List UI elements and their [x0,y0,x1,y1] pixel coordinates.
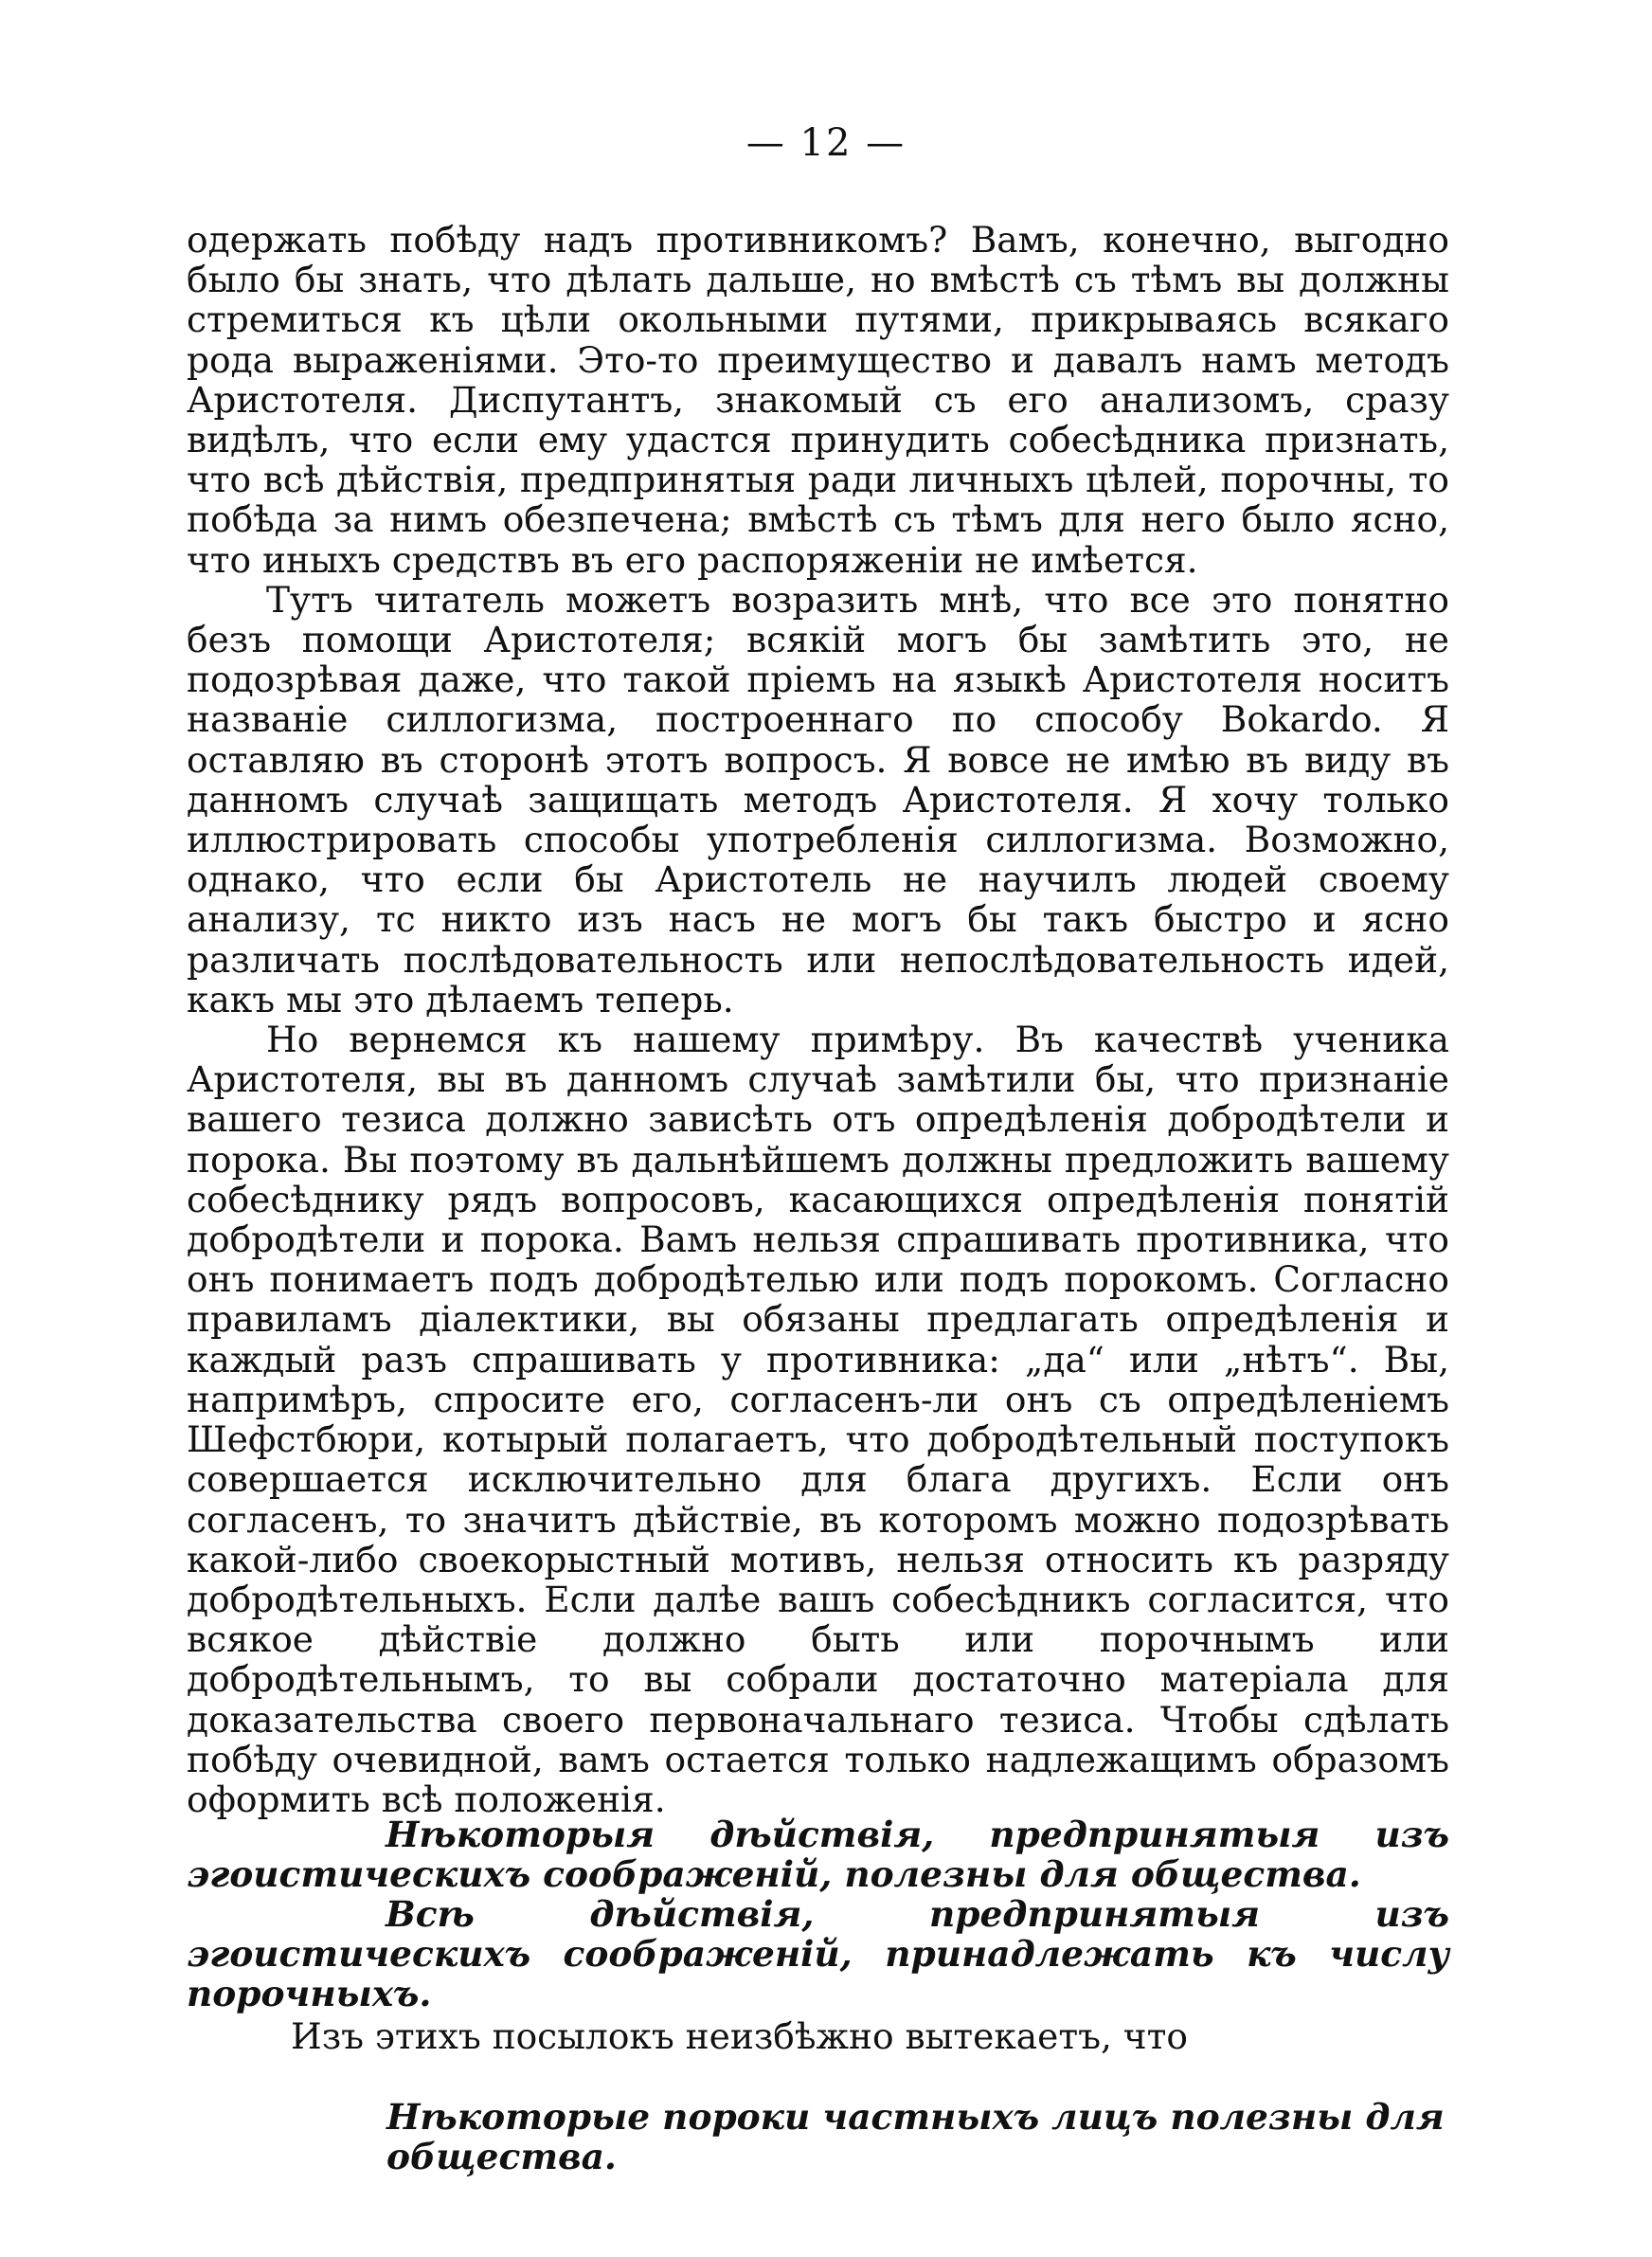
conclusion-intro: Изъ этихъ посылокъ неизбѣжно вытекаетъ, что [291,2015,1188,2057]
syllogism-conclusion: Нѣкоторые пороки частныхъ лицъ полезны для общества. [386,2096,1445,2177]
major-premise: Нѣкоторыя дѣйствія, предпринятыя изъ эгоистическихъ соображеній, полезны для общества. [187,1814,1449,1895]
paragraph: Но вернемся къ нашему примѣру. Въ качествѣ ученика Аристотеля, вы въ данномъ случаѣ замѣтили бы, что признаніе вашего тезиса должно зависѣть отъ опредѣленія добродѣтели и порока. Вы поэтому въ дальнѣйшемъ должны предложить вашему собесѣднику рядъ вопросовъ, касающихся опредѣленія понятій добродѣтели и порока. Вамъ нельзя спрашивать противника, что онъ понимаетъ подъ добродѣтелью или подъ порокомъ. Согласно правиламъ діалектики, вы обязаны предлагать опредѣленія и каждый разъ спрашивать у противника: „да“ или „нѣтъ“. Вы, напримѣръ, спросите его, согласенъ-ли онъ съ опредѣленіемъ Шефстбюри, котырый полагаетъ, что добродѣтельный поступокъ совершается исключительно для блага другихъ. Если онъ согласенъ, то значитъ дѣйствіе, въ которомъ можно подозрѣвать какой-либо своекорыстный мотивъ, нельзя относить къ разряду добродѣтельныхъ. Если далѣе вашъ собесѣдникъ согласится, что всякое дѣйствіе должно быть или порочнымъ или добродѣтельнымъ, то вы собрали достаточно матеріала для доказательства своего первоначальнаго тезиса. Чтобы сдѣлать побѣду очевидной, вамъ остается только надлежащимъ образомъ оформить всѣ положенія. [187,1019,1449,1820]
syllogism-premises [187,1815,1449,2013]
page-number: — 12 — [745,121,907,165]
paragraph: одержать побѣду надъ противникомъ? Вамъ, конечно, выгодно было бы знать, что дѣлать дальше, но вмѣстѣ съ тѣмъ вы должны стремиться къ цѣли окольными путями, прикрываясь всякаго рода выраженіями. Это-то преимущество и давалъ намъ методъ Аристотеля. Диспутантъ, знакомый съ его анализомъ, сразу видѣлъ, что если ему удастся принудить собесѣдника признать, что всѣ дѣйствія, предпринятыя ради личныхъ цѣлей, порочны, то побѣда за нимъ обезпечена; вмѣстѣ съ тѣмъ для него было ясно, что иныхъ средствъ въ его распоряженіи не имѣется. [187,219,1449,581]
body-text [187,220,1449,1819]
paragraph: Тутъ читатель можетъ возразить мнѣ, что все это понятно безъ помощи Аристотеля; всякій могъ бы замѣтить это, не подозрѣвая даже, что такой пріемъ на языкѣ Аристотеля носитъ названіе силлогизма, построеннаго по способу Bokardo. Я оставляю въ сторонѣ этотъ вопросъ. Я вовсе не имѣю въ виду въ данномъ случаѣ защищать методъ Аристотеля. Я хочу только иллюстрировать способы употребленія силлогизма. Возможно, однако, что если бы Аристотель не научилъ людей своему анализу, тс никто изъ насъ не могъ бы такъ быстро и ясно различать послѣдовательность или непослѣдовательность идей, какъ мы это дѣлаемъ теперь. [187,578,1449,1020]
minor-premise: Всѣ дѣйствія, предпринятыя изъ эгоистическихъ соображеній, принадлежать къ числу порочныхъ. [187,1893,1449,2014]
